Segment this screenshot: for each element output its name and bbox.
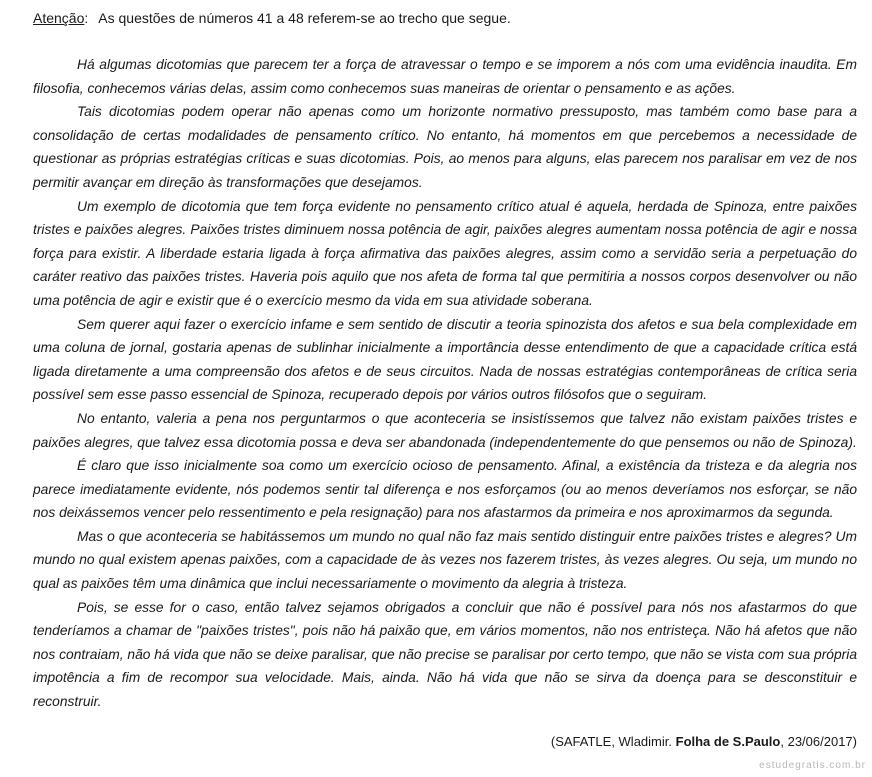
paragraph: Sem querer aqui fazer o exercício infame e sem sentido de discutir a teoria spinozista dos afetos e sua bela complexidade em uma coluna de jornal, gostaria apenas de sublinhar inicialmente a importância desse entendimento de que a capacidade crítica está ligada diretamente a uma compreensão dos afetos e de seus circuitos. Nada de nossas estratégias contemporâneas de crítica seria possível sem esse passo essencial de Spinoza, recuperado depois por vários outros filósofos que o seguiram. bbox=[33, 316, 857, 403]
paragraph: É claro que isso inicialmente soa como um exercício ocioso de pensamento. Afinal, a existência da tristeza e da alegria nos parece imediatamente evidente, nós podemos sentir tal diferença e nos esforçamos (ou ao menos deveríamos nos esforçar, se não nos deixássemos vencer pelo ressentimento e pela resignação) para nos afastarmos da primeira e nos aproximarmos da segunda. bbox=[33, 458, 857, 521]
header-text: As questões de números 41 a 48 referem-se ao trecho que segue. bbox=[98, 10, 511, 26]
paragraph: No entanto, valeria a pena nos perguntarmos o que aconteceria se insistíssemos que talvez não existam paixões tristes e paixões alegres, que talvez essa dicotomia possa e deva ser abandonada (independentemente do que pensemos ou não de Spinoza). bbox=[33, 410, 857, 450]
article-text bbox=[33, 53, 857, 714]
paragraph: Há algumas dicotomias que parecem ter a força de atravessar o tempo e se imporem a nós com uma evidência inaudita. Em filosofia, conhecemos várias delas, assim como conhecemos suas maneiras de orientar o pensamento e as ações. bbox=[33, 57, 857, 96]
paragraph: Tais dicotomias podem operar não apenas como um horizonte normativo pressuposto, mas também como base para a consolidação de certas modalidades de pensamento crítico. No entanto, há momentos em que percebemos a necessidade de questionar as próprias estratégias críticas e suas dicotomias. Pois, ao menos para alguns, elas parecem nos paralisar em vez de nos permitir avançar em direção às transformações que desejamos. bbox=[33, 104, 857, 190]
citation-source: Folha de S.Paulo bbox=[675, 734, 781, 749]
attention-label: Atenção bbox=[33, 10, 85, 26]
paragraph: Um exemplo de dicotomia que tem força evidente no pensamento crítico atual é aquela, herdada de Spinoza, entre paixões tristes e paixões alegres. Paixões tristes diminuem nossa potência de agir, paixões alegres aumentam nossa potência de agir e nossa força para existir. A liberdade estaria ligada à força afirmativa das paixões alegres, assim como a servidão seria a perpetuação do caráter reativo das paixões tristes. Haveria pois aquilo que nos afeta de forma tal que permitiria a nossos corpos desenvolver ou não uma potência de agir e existir que é o exercício mesmo da vida em sua atividade soberana. bbox=[33, 198, 857, 308]
source-citation bbox=[551, 733, 857, 751]
header-note: Atenção: As questões de números 41 a 48 referem-se ao trecho que segue. bbox=[33, 10, 511, 26]
watermark: estudegratis.com.br bbox=[759, 760, 866, 771]
paragraph: Mas o que aconteceria se habitássemos um mundo no qual não faz mais sentido distinguir entre paixões tristes e alegres? Um mundo no qual existem apenas paixões, com a capacidade de às vezes nos fazerem tristes, às vezes alegres. Ou seja, um mundo no qual as paixões têm uma dinâmica que inclui necessariamente o movimento da alegria à tristeza. bbox=[33, 528, 857, 592]
citation-prefix: (SAFATLE, Wladimir. bbox=[550, 734, 672, 749]
paragraph: Pois, se esse for o caso, então talvez sejamos obrigados a concluir que não é possível para nós nos afastarmos do que tenderíamos a chamar de "paixões tristes", pois não há paixão que, em vários momentos, não nos entristeça. Não há afetos que não nos contraiam, não há vida que não se deixe paralisar, que não precise se paralisar por certo tempo, que não se vista com sua própria impotência a fim de recompor sua velocidade. Mais, ainda. Não há vida que não se sirva da doença para se desconstituir e reconstruir. bbox=[33, 599, 857, 710]
citation-suffix: , 23/06/2017) bbox=[780, 734, 857, 749]
